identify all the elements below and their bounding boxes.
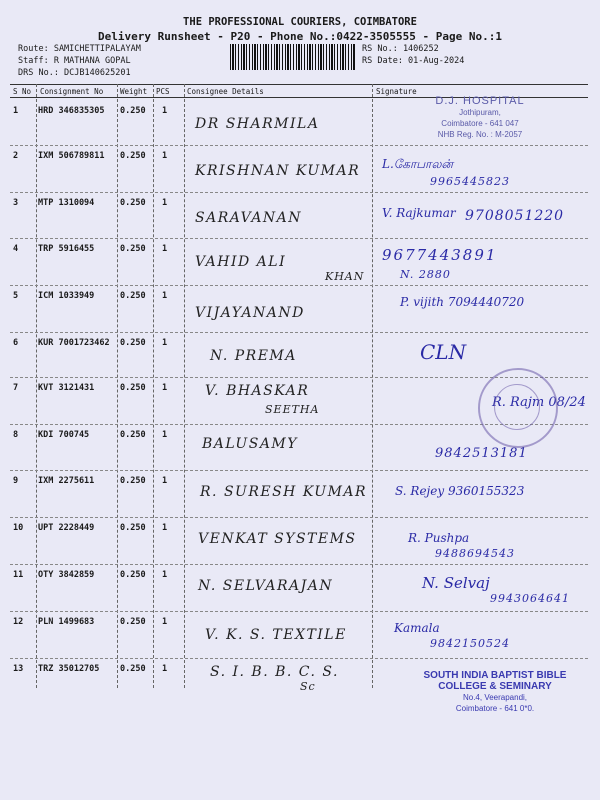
row-sno: 10 [13,523,24,533]
row-consignment: HRD 346835305 [38,106,105,116]
row-signature-phone: 9943064641 [490,592,570,605]
row-consignee: V. BHASKAR [205,383,310,399]
row-consignee: SARAVANAN [195,210,303,226]
row-consignee: VAHID ALI [195,254,287,270]
table-row [10,145,588,193]
row-consignment: MTP 1310094 [38,198,95,208]
row-consignee: R. SURESH KUMAR [200,484,368,500]
row-signature-phone: 9708051220 [465,208,565,224]
hospital-stamp-line: NHB Reg. No. : M-2057 [437,130,523,139]
row-weight: 0.250 [120,664,146,674]
row-consignee: DR SHARMILA [195,116,320,132]
table-row [10,611,588,659]
row-signature: L.கோபாலன் [382,157,454,171]
row-consignment: IXM 2275611 [38,476,95,486]
row-signature-extra: N. 2880 [400,268,451,281]
table-row [10,192,588,239]
col-header-signature: Signature [376,87,417,96]
row-pcs: 1 [162,198,168,208]
row-signature: CLN [420,340,467,364]
row-consignee: N. SELVARAJAN [198,578,334,594]
table-row [10,470,588,518]
row-weight: 0.250 [120,383,146,393]
row-weight: 0.250 [120,291,146,301]
row-consignment: OTY 3842859 [38,570,95,580]
college-stamp-line: COLLEGE & SEMINARY [438,681,552,692]
row-consignment: ICM 1033949 [38,291,95,301]
row-sno: 2 [13,151,19,161]
college-stamp-line: Coimbatore - 641 0*0. [455,704,535,713]
col-header-consignment: Consignment No [40,87,104,96]
row-consignee: S. I. B. B. C. S. [210,664,339,680]
row-sno: 6 [13,338,19,348]
row-weight: 0.250 [120,476,146,486]
row-weight: 0.250 [120,430,146,440]
row-pcs: 1 [162,523,168,533]
row-signature: P. vijith 7094440720 [400,295,525,309]
drs-label: DRS No.: DCJB140625201 [18,68,131,78]
row-signature-phone: 9842150524 [430,637,510,650]
row-weight: 0.250 [120,198,146,208]
runsheet-subtitle: Delivery Runsheet - P20 - Phone No.:0422-3505555 - Page No.:1 [98,30,502,43]
row-sno: 9 [13,476,19,486]
row-pcs: 1 [162,476,168,486]
table-row [10,238,588,286]
row-signature-phone: 9842513181 [435,446,528,461]
route-label: Route: SAMICHETTIPALAYAM [18,44,141,54]
row-pcs: 1 [162,244,168,254]
row-consignee: VENKAT SYSTEMS [198,531,357,547]
row-sno: 7 [13,383,19,393]
barcode [230,44,355,70]
col-header-sno: S No [13,87,32,96]
row-consignment: TRZ 35012705 [38,664,100,674]
row-sno: 4 [13,244,19,254]
company-title: THE PROFESSIONAL COURIERS, COIMBATORE [183,16,417,28]
row-pcs: 1 [162,106,168,116]
row-sno: 8 [13,430,19,440]
row-pcs: 1 [162,291,168,301]
row-weight: 0.250 [120,570,146,580]
row-signature: V. Rajkumar [382,206,456,220]
row-consignee-line2: KHAN [325,270,365,283]
row-consignee: N. PREMA [210,348,297,364]
row-sno: 1 [13,106,19,116]
col-header-consignee: Consignee Details [187,87,264,96]
rs-date-label: RS Date: 01-Aug-2024 [362,56,465,66]
table-row [10,564,588,612]
row-weight: 0.250 [120,151,146,161]
hospital-stamp-line: Jothipuram, [459,108,501,117]
row-consignment: KUR 7001723462 [38,338,110,348]
row-weight: 0.250 [120,244,146,254]
college-stamp-line: SOUTH INDIA BAPTIST BIBLE [423,670,567,681]
col-header-weight: Weight [120,87,148,96]
round-seal-stamp [478,368,558,448]
row-pcs: 1 [162,664,168,674]
row-pcs: 1 [162,430,168,440]
row-signature: Kamala [394,621,440,635]
row-signature: R. Rajm 08/24 [492,395,586,410]
row-signature: S. Rejey 9360155323 [395,484,525,498]
row-pcs: 1 [162,338,168,348]
row-signature: N. Selvaj [422,574,490,592]
staff-label: Staff: R MATHANA GOPAL [18,56,131,66]
row-signature: 9677443891 [382,246,498,264]
row-pcs: 1 [162,570,168,580]
row-signature-phone: 9488694543 [435,547,515,560]
row-signature: R. Pushpa [408,531,470,545]
row-consignment: PLN 1499683 [38,617,95,627]
row-weight: 0.250 [120,106,146,116]
rs-no-label: RS No.: 1406252 [362,44,439,54]
row-sno: 12 [13,617,24,627]
row-consignee: BALUSAMY [202,436,299,452]
row-pcs: 1 [162,617,168,627]
row-weight: 0.250 [120,338,146,348]
row-sno: 3 [13,198,19,208]
row-consignee: KRISHNAN KUMAR [195,163,361,179]
row-consignee-line2: Sc [300,680,316,693]
row-signature-phone: 9965445823 [430,175,510,188]
row-consignment: KVT 3121431 [38,383,95,393]
row-consignment: UPT 2228449 [38,523,95,533]
row-consignee: VIJAYANAND [195,305,305,321]
college-stamp-line: No.4, Veerapandi, [462,693,528,702]
row-consignee: V. K. S. TEXTILE [205,627,347,643]
row-sno: 5 [13,291,19,301]
table-row [10,285,588,333]
table-row [10,517,588,565]
row-sno: 13 [13,664,24,674]
college-stamp [400,670,590,714]
row-weight: 0.250 [120,523,146,533]
hospital-stamp-name: D.J. HOSPITAL [435,95,525,107]
row-sno: 11 [13,570,24,580]
row-pcs: 1 [162,151,168,161]
row-pcs: 1 [162,383,168,393]
row-consignee-line2: SEETHA [265,403,320,416]
hospital-stamp [420,96,540,140]
row-consignment: IXM 506789811 [38,151,105,161]
col-header-pcs: PCS [156,87,170,96]
row-consignment: TRP 5916455 [38,244,95,254]
hospital-stamp-line: Coimbatore - 641 047 [441,119,519,128]
row-weight: 0.250 [120,617,146,627]
row-consignment: KDI 700745 [38,430,90,440]
header-top-rule [10,84,588,85]
